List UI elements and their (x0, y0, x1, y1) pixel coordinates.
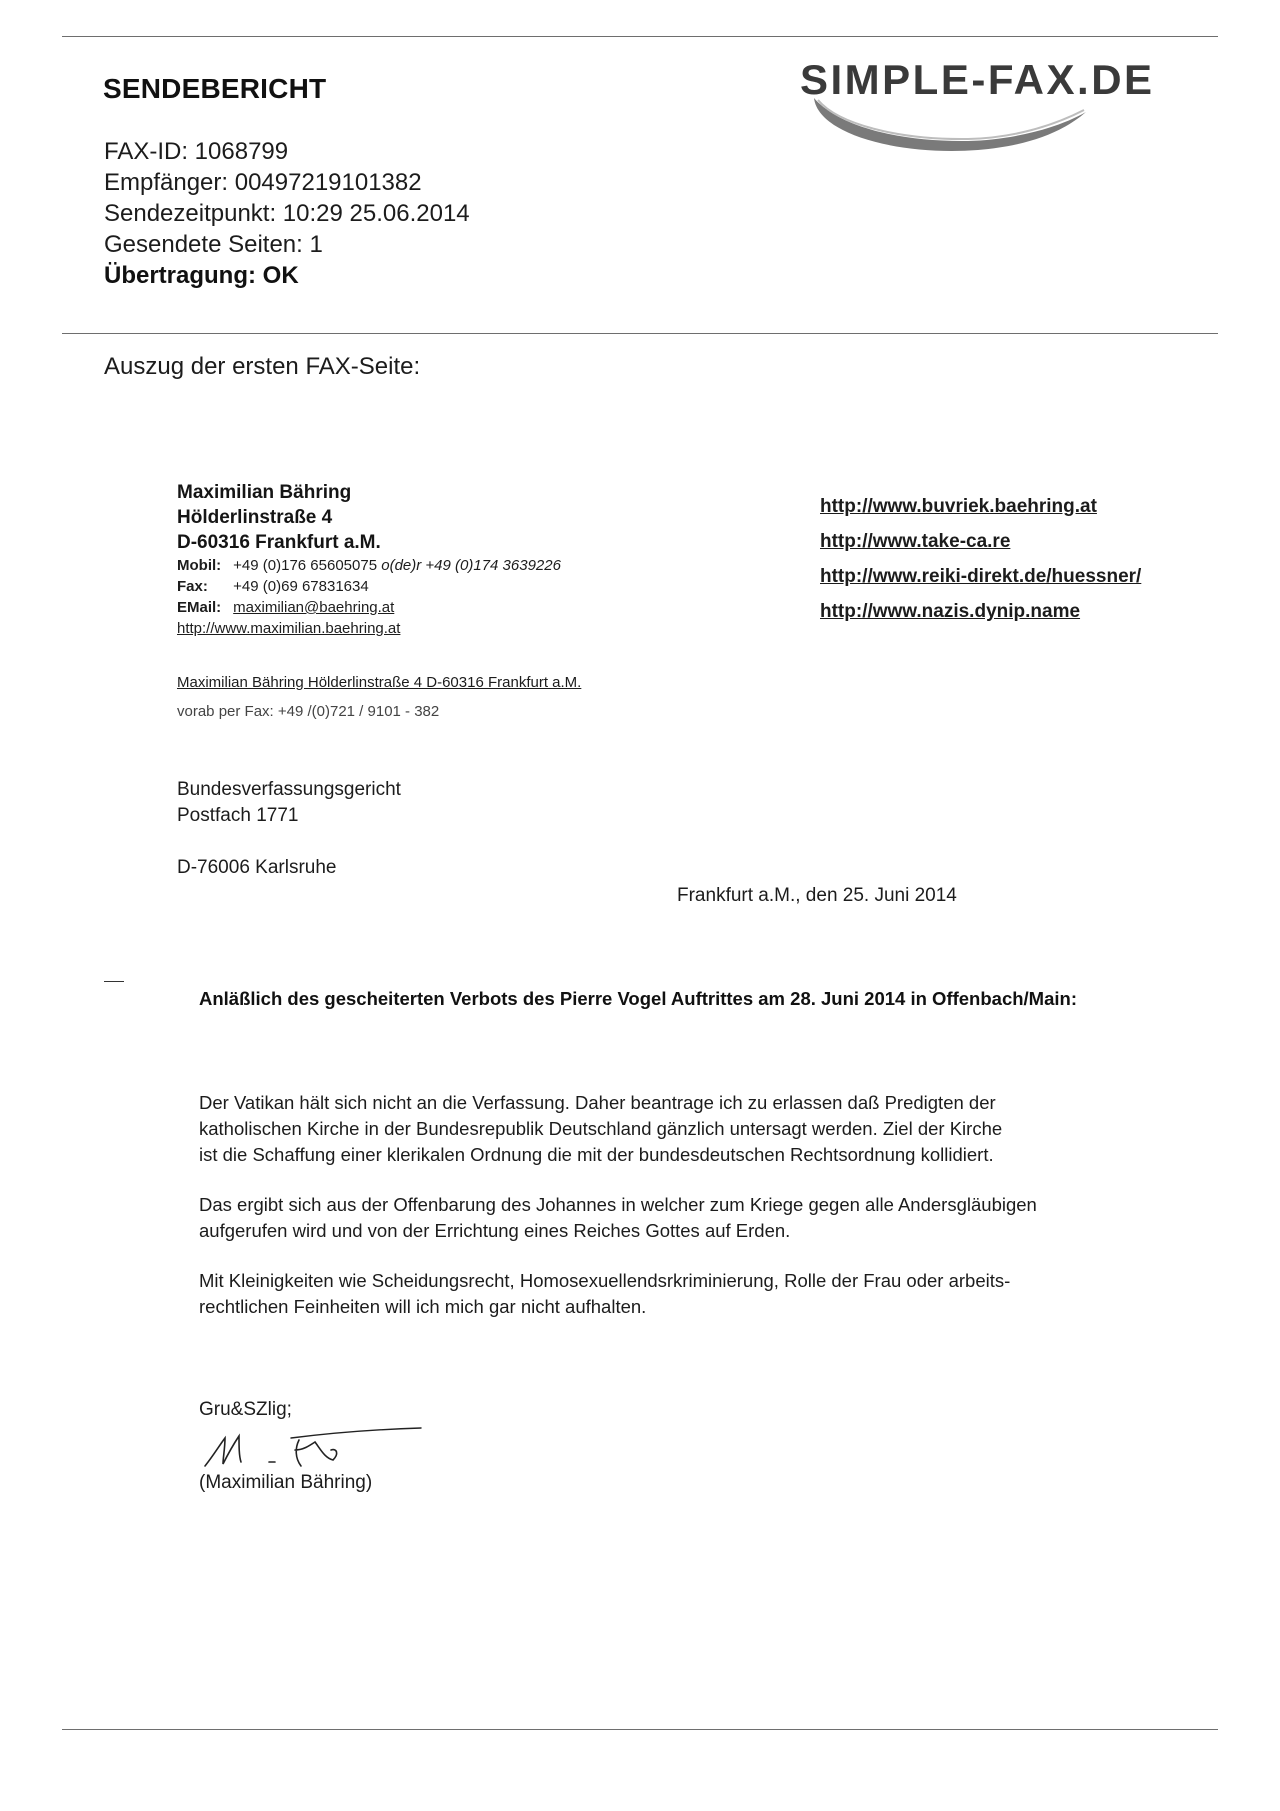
body-paragraph: Das ergibt sich aus der Offenbarung des Johannes in welcher zum Kriege gegen alle Andersgläubigen aufgerufen wird und von der Errichtung eines Reiches Gottes auf Erden. (199, 1194, 1037, 1241)
link-list (820, 489, 1141, 629)
closing-greeting: Gru&SZlig; (199, 1399, 292, 1420)
mobile-label: Mobil: (177, 557, 222, 574)
mobile-value: +49 (0)176 65605075 (233, 557, 378, 574)
email-label: EMail: (177, 599, 222, 616)
link-item[interactable]: http://www.buvriek.baehring.at (820, 496, 1097, 517)
top-divider (62, 36, 1218, 37)
pages-sent: Gesendete Seiten: 1 (104, 231, 323, 258)
handwritten-signature (199, 1420, 439, 1480)
link-item[interactable]: http://www.reiki-direkt.de/huessner/ (820, 566, 1142, 587)
sender-street: Hölderlinstraße 4 (177, 507, 333, 528)
report-info (104, 136, 470, 291)
simple-fax-logo (800, 50, 1220, 160)
bottom-divider (62, 1729, 1218, 1730)
body-paragraph: Mit Kleinigkeiten wie Scheidungsrecht, Homosexuellendsrkriminierung, Rolle der Frau oder arbeits- rechtlichen Feinheiten will ich mich gar nicht aufhalten. (199, 1270, 1011, 1317)
body-paragraph: Der Vatikan hält sich nicht an die Verfassung. Daher beantrage ich zu erlassen daß Predigten der katholischen Kirche in der Bundesrepublik Deutschland gänzlich untersagt werden. Ziel der Kirche ist die Schaffung einer klerikalen Ordnung die mit der bundesdeutschen Rechtsordnung kollidiert. (199, 1092, 1003, 1165)
sender-fax (177, 576, 561, 597)
letter-body (199, 1090, 1159, 1344)
transmission-status: Übertragung: OK (104, 262, 299, 289)
logo-wordmark: SIMPLE-FAX.DE (800, 56, 1155, 103)
fold-mark (104, 981, 124, 982)
sender-name: Maximilian Bähring (177, 482, 352, 503)
link-item[interactable]: http://www.nazis.dynip.name (820, 601, 1081, 622)
recipient-number: Empfänger: 00497219101382 (104, 169, 422, 196)
fax-id: FAX-ID: 1068799 (104, 138, 289, 165)
sender-block (177, 480, 561, 639)
fax-label: Fax: (177, 578, 208, 595)
advance-fax-line: vorab per Fax: +49 /(0)721 / 9101 - 382 (177, 703, 440, 720)
letter-subject: Anläßlich des gescheiterten Verbots des Pierre Vogel Auftrittes am 28. Juni 2014 in Offenbach/Main: (199, 988, 1077, 1009)
return-address-line: Maximilian Bähring Hölderlinstraße 4 D-60316 Frankfurt a.M. (177, 674, 582, 691)
mobile-alt: o(de)r +49 (0)174 3639226 (381, 557, 561, 574)
sender-email (177, 597, 561, 618)
email-link[interactable]: maximilian@baehring.at (233, 599, 395, 616)
link-item[interactable]: http://www.take-ca.re (820, 531, 1011, 552)
sender-website-link[interactable]: http://www.maximilian.baehring.at (177, 620, 401, 637)
sender-city: D-60316 Frankfurt a.M. (177, 532, 381, 553)
signature-name: (Maximilian Bähring) (199, 1472, 373, 1493)
report-title: SENDEBERICHT (103, 73, 327, 104)
sender-mobile (177, 555, 561, 576)
recipient-name: Bundesverfassungsgericht (177, 779, 401, 800)
recipient-city: D-76006 Karlsruhe (177, 857, 337, 878)
excerpt-label: Auszug der ersten FAX-Seite: (104, 353, 421, 380)
recipient-postbox: Postfach 1771 (177, 805, 299, 826)
header-divider (62, 333, 1218, 334)
date-line: Frankfurt a.M., den 25. Juni 2014 (677, 885, 957, 906)
fax-value: +49 (0)69 67831634 (233, 578, 369, 595)
send-time: Sendezeitpunkt: 10:29 25.06.2014 (104, 200, 470, 227)
logo-swoosh-icon (808, 94, 1108, 164)
recipient-address (177, 777, 401, 881)
